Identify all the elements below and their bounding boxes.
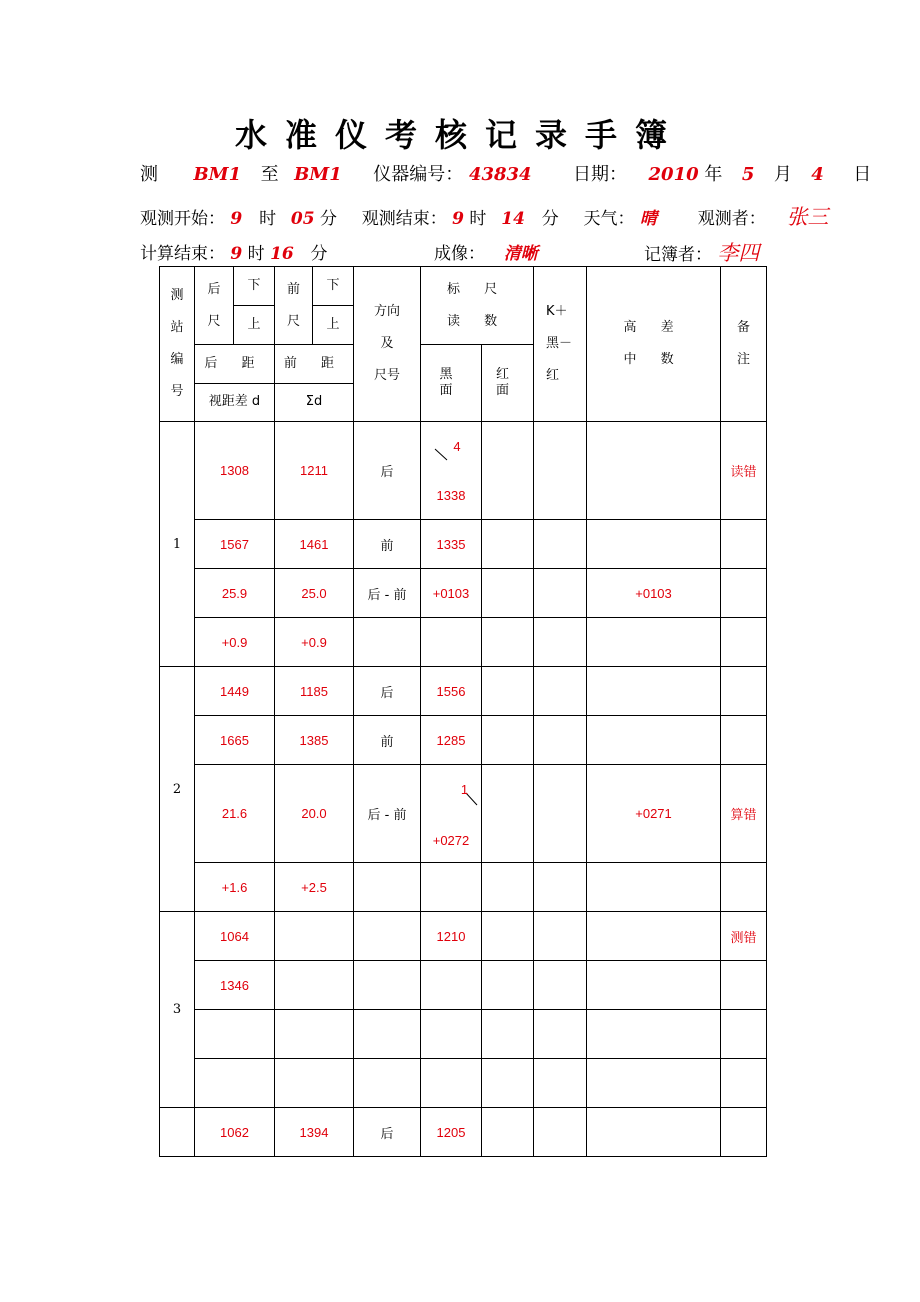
start-hour-label: 时 [259,209,277,229]
front-value: 1185 [275,667,354,716]
remark-value [721,520,767,569]
date-label: 日期： [573,164,628,185]
red-face-value [482,716,534,765]
table-row [160,961,767,1010]
height-mean-value [587,716,721,765]
black-face-value [421,618,482,667]
black-face-value [421,961,482,1010]
table-row [160,618,767,667]
date-year: 2010 [648,164,699,185]
table-row [160,422,767,520]
back-value [195,1010,275,1059]
recorder-value: 李四 [717,241,760,265]
image-label: 成像： [434,244,485,264]
start-min-label: 分 [319,209,337,229]
back-value: 1062 [195,1108,275,1157]
header-back-ruler: 后 尺 [195,267,234,345]
header-sight-diff: 视距差 d [195,384,275,422]
station-number: 2 [160,667,195,912]
black-face-value: 1338 [436,488,466,503]
header-back-distance: 后 距 [195,345,275,384]
back-value: 25.9 [195,569,275,618]
black-face-value: 1205 [421,1108,482,1157]
k-diff-value [534,765,587,863]
leveling-record-table [159,266,767,1157]
header-calc-line [140,239,328,264]
route-label: 测 [140,164,158,185]
start-min: 05 [290,209,315,229]
k-diff-value [534,1010,587,1059]
date-month: 5 [741,164,755,185]
front-value: 1211 [275,422,354,520]
end-min-label: 分 [541,209,559,229]
header-k-2: 黑－ [546,336,573,351]
red-face-value [482,765,534,863]
header-front-ruler: 前 尺 [275,267,313,345]
table-row [160,667,767,716]
back-value [195,1059,275,1108]
black-face-cell [421,422,482,520]
front-value: 1385 [275,716,354,765]
table-row [160,1059,767,1108]
header-reading-1: 标 尺 [446,281,508,297]
start-label: 观测开始： [140,209,225,229]
header-back-lower: 下 [234,267,275,306]
observer-value: 张三 [786,205,829,229]
height-mean-value [587,667,721,716]
front-value: 20.0 [275,765,354,863]
header-front-upper: 上 [313,306,354,345]
recorder-label: 记簿者： [644,245,712,265]
instrument-label: 仪器编号： [373,164,464,185]
k-diff-value [534,422,587,520]
direction-value: 后 - 前 [354,569,421,618]
header-k-1: K＋ [546,304,568,319]
k-diff-value [534,912,587,961]
black-face-value: 1556 [421,667,482,716]
back-value: 1665 [195,716,275,765]
k-diff-value [534,961,587,1010]
back-value: 21.6 [195,765,275,863]
height-mean-value [587,520,721,569]
black-face-value [421,1010,482,1059]
station-number: 1 [160,422,195,667]
front-value: 25.0 [275,569,354,618]
back-value: 1308 [195,422,275,520]
remark-value [721,569,767,618]
header-reading-2: 读 数 [446,313,508,329]
k-diff-value [534,716,587,765]
header-dir-2: 及 [380,336,394,351]
black-face-cell [421,765,482,863]
header-dir-3: 尺号 [373,368,400,383]
front-value: +0.9 [275,618,354,667]
header-remark-1: 备 [737,320,751,335]
route-to-label: 至 [260,164,279,185]
header-red-face: 红 面 [482,345,534,422]
red-face-value [482,422,534,520]
k-diff-value [534,1108,587,1157]
front-value [275,912,354,961]
calc-hour: 9 [230,244,243,264]
height-mean-value [587,1108,721,1157]
remark-value [721,667,767,716]
black-face-value: 1285 [421,716,482,765]
header-back-upper: 上 [234,306,275,345]
red-face-value [482,520,534,569]
direction-value: 前 [354,520,421,569]
month-label: 月 [773,164,792,185]
black-face-value [421,863,482,912]
header-k-diff [534,267,587,422]
front-value [275,1010,354,1059]
direction-value [354,961,421,1010]
black-face-value: +0103 [421,569,482,618]
red-face-value [482,1059,534,1108]
end-min: 14 [501,209,525,229]
back-value: 1346 [195,961,275,1010]
header-route-line [140,160,871,186]
remark-value [721,961,767,1010]
direction-value [354,618,421,667]
remark-value [721,1108,767,1157]
direction-value [354,1059,421,1108]
header-k-3: 红 [546,368,560,383]
year-label: 年 [704,164,723,185]
page-title: 水准仪考核记录手簿 [234,116,685,154]
height-mean-value [587,618,721,667]
date-day: 4 [811,164,824,185]
instrument-number: 43834 [468,164,532,185]
front-value: 1461 [275,520,354,569]
front-value [275,961,354,1010]
black-face-value [421,1059,482,1108]
red-face-value [482,569,534,618]
table-row [160,863,767,912]
height-mean-value [587,863,721,912]
weather-label: 天气： [583,209,635,229]
start-hour: 9 [230,209,243,229]
remark-value [721,863,767,912]
front-value [275,1059,354,1108]
header-front-distance: 前 距 [275,345,354,384]
black-face-value: 1335 [421,520,482,569]
direction-value [354,1010,421,1059]
calc-end-label: 计算结束： [140,244,225,264]
table-row [160,520,767,569]
table-row [160,569,767,618]
header-height-2: 中 数 [623,352,684,367]
height-mean-value [587,1059,721,1108]
header-front-lower: 下 [313,267,354,306]
height-mean-value [587,912,721,961]
direction-value: 后 - 前 [354,765,421,863]
red-face-value [482,667,534,716]
k-diff-value [534,667,587,716]
table-row [160,912,767,961]
correction-stroke [421,422,482,519]
calc-hour-label: 时 [247,244,265,264]
header-remark-2: 注 [737,352,751,367]
back-value: 1449 [195,667,275,716]
black-face-value: 1210 [421,912,482,961]
remark-value: 算错 [721,765,767,863]
table-row [160,716,767,765]
k-diff-value [534,1059,587,1108]
height-mean-value [587,961,721,1010]
end-hour-label: 时 [469,209,487,229]
route-to: BM1 [294,164,342,185]
header-time-line [140,201,829,231]
red-face-value [482,1108,534,1157]
back-value: 1064 [195,912,275,961]
height-mean-value [587,422,721,520]
table-row [160,1010,767,1059]
remark-value [721,1059,767,1108]
header-reading [421,267,534,345]
height-mean-value: +0271 [587,765,721,863]
front-value: 1394 [275,1108,354,1157]
black-face-value: +0272 [432,833,470,848]
observer-label: 观测者： [697,209,766,229]
back-value: 1567 [195,520,275,569]
red-face-value [482,1010,534,1059]
back-value: +0.9 [195,618,275,667]
remark-value: 读错 [721,422,767,520]
red-face-value [482,618,534,667]
table-row [160,1108,767,1157]
header-black-face: 黑 面 [421,345,482,422]
remark-value: 测错 [721,912,767,961]
table-row [160,765,767,863]
header-direction [354,267,421,422]
direction-value: 后 [354,422,421,520]
image-quality [434,239,538,264]
image-value: 清晰 [503,244,538,264]
direction-value: 后 [354,667,421,716]
remark-value [721,618,767,667]
day-label: 日 [853,164,872,185]
k-diff-value [534,569,587,618]
k-diff-value [534,520,587,569]
height-mean-value: +0103 [587,569,721,618]
height-mean-value [587,1010,721,1059]
calc-min: 16 [270,244,294,264]
route-from: BM1 [193,164,242,185]
direction-value: 前 [354,716,421,765]
calc-min-label: 分 [310,244,328,264]
remark-value [721,1010,767,1059]
header-height-diff [587,267,721,422]
k-diff-value [534,618,587,667]
k-diff-value [534,863,587,912]
direction-value [354,912,421,961]
header-remark [721,267,767,422]
back-value: +1.6 [195,863,275,912]
header-station: 测 站 编 号 [160,267,195,422]
direction-value [354,863,421,912]
header-height-1: 高 差 [623,320,684,335]
correction-digit: 4 [453,439,461,454]
correction-digit: 1 [460,782,469,797]
recorder [644,237,759,267]
front-value: +2.5 [275,863,354,912]
red-face-value [482,912,534,961]
header-sum-d: Σd [275,384,354,422]
station-number: 3 [160,912,195,1108]
station-number [160,1108,195,1157]
red-face-value [482,961,534,1010]
red-face-value [482,863,534,912]
weather-value: 晴 [639,209,657,229]
end-label: 观测结束： [361,209,447,229]
direction-value: 后 [354,1108,421,1157]
header-dir-1: 方向 [373,304,400,319]
remark-value [721,716,767,765]
end-hour: 9 [452,209,465,229]
